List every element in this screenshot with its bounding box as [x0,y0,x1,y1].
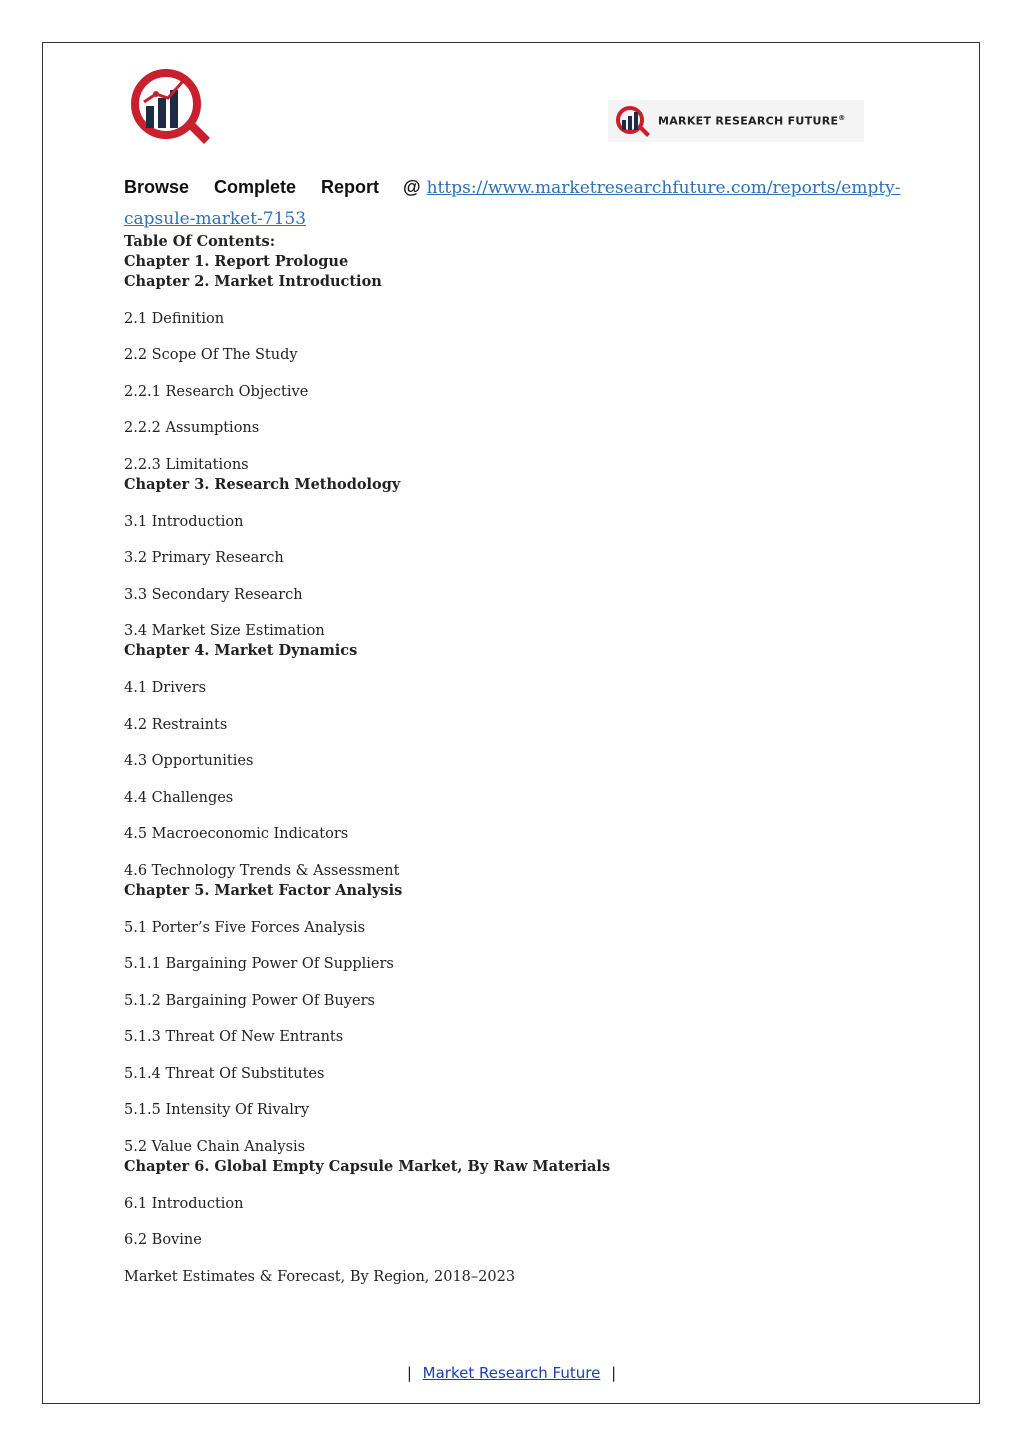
toc-item: 5.1.4 Threat Of Substitutes [124,1065,325,1082]
toc-item: 4.1 Drivers [124,679,207,696]
toc-item: 6.2 Bovine [124,1232,202,1249]
report-word: Report [321,177,380,197]
brand-name: MARKET RESEARCH FUTURE® [658,114,846,128]
toc-item: 2.2.3 Limitations [124,456,249,473]
toc-item: 3.4 Market Size Estimation [124,623,325,640]
toc-item: 6.1 Introduction [124,1195,244,1212]
toc-item: 2.2 Scope Of The Study [124,347,298,364]
toc-item: Market Estimates & Forecast, By Region, 2018–2023 [124,1268,516,1285]
toc-item: 4.2 Restraints [124,716,228,733]
page-footer [0,1364,1023,1382]
report-url-link-continued[interactable]: capsule-market-7153 [124,209,307,229]
toc-item: 4.4 Challenges [124,789,234,806]
toc-item: 5.1.3 Threat Of New Entrants [124,1029,344,1046]
toc-item: 2.1 Definition [124,310,225,327]
toc-item: 5.2 Value Chain Analysis [124,1139,306,1156]
toc-chapter: Chapter 5. Market Factor Analysis [124,881,403,899]
toc-chapter: Chapter 4. Market Dynamics [124,642,358,660]
toc-item: 4.5 Macroeconomic Indicators [124,826,349,843]
at-sign: @ [403,177,421,197]
footer-pipe-right: | [611,1364,617,1382]
toc-chapter: Chapter 6. Global Empty Capsule Market, By Raw Materials [124,1158,611,1176]
toc-item: 4.3 Opportunities [124,753,254,770]
mrf-mark-icon [614,104,654,138]
report-url-link[interactable]: https://www.marketresearchfuture.com/reports/empty- [426,178,901,198]
toc-item: 3.1 Introduction [124,513,244,530]
toc-item: 4.6 Technology Trends & Assessment [124,862,400,879]
toc-chapter: Chapter 1. Report Prologue [124,253,349,270]
toc-item: 3.2 Primary Research [124,550,284,567]
toc-title: Table Of Contents: [124,233,276,250]
mrf-brand-logo [608,100,864,142]
footer-link[interactable]: Market Research Future [422,1364,601,1382]
toc-item: 2.2.2 Assumptions [124,420,260,437]
toc-chapter: Chapter 3. Research Methodology [124,475,401,493]
toc-item: 2.2.1 Research Objective [124,383,309,400]
toc-item: 5.1.5 Intensity Of Rivalry [124,1102,310,1119]
mrf-logo-icon [128,66,212,148]
complete-word: Complete [214,177,297,197]
toc-item: 3.3 Secondary Research [124,586,303,603]
footer-pipe-left: | [406,1364,412,1382]
browse-line [124,177,901,198]
toc-chapter: Chapter 2. Market Introduction [124,273,382,290]
toc-item: 5.1.2 Bargaining Power Of Buyers [124,992,375,1009]
toc-item: 5.1 Porter’s Five Forces Analysis [124,919,366,936]
browse-word: Browse [124,177,190,197]
toc-item: 5.1.1 Bargaining Power Of Suppliers [124,956,394,973]
table-of-contents [124,232,610,1287]
